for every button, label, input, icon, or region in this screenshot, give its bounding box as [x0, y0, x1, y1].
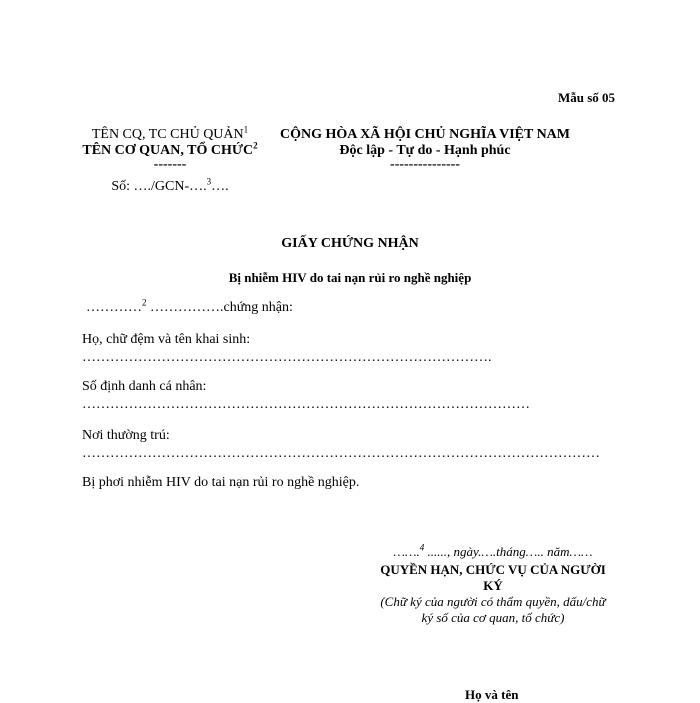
right-divider: --------------- [390, 157, 460, 172]
field-dots: …………………………………………………………………………………… [82, 397, 530, 412]
field-label: Số định danh cá nhân: [82, 379, 207, 394]
field-permanent-residence [82, 428, 600, 462]
intro-line: …………$^2$ …………….chứng nhận: [86, 297, 293, 315]
field-full-name [82, 332, 492, 366]
field-dots: ……………………………………………………………………………. [82, 350, 492, 365]
document-number: Số: …./GCN-….$^3$…. [111, 176, 229, 194]
form-number: Mẫu số 05 [558, 90, 616, 105]
header-left [70, 124, 270, 195]
signer-name: Họ và tên [465, 687, 519, 702]
country-name: CỘNG HÒA XÃ HỘI CHỦ NGHĨA VIỆT NAM [279, 127, 570, 142]
field-label: Nơi thường trú: [82, 428, 170, 443]
place-date: …….$^4$ ......, ngày.….tháng….. năm…… [393, 542, 593, 559]
document-subtitle: Bị nhiễm HIV do tai nạn rủi ro nghề nghiệp [228, 270, 472, 285]
signer-authority: QUYỀN HẠN, CHỨC VỤ CỦA NGƯỜI KÝ [380, 562, 606, 593]
document-title: GIẤY CHỨNG NHẬN [281, 236, 419, 251]
left-divider: ------- [153, 157, 187, 172]
motto: Độc lập - Tự do - Hạnh phúc [339, 143, 511, 158]
header-right [270, 127, 580, 171]
field-dots: ………………………………………………………………………………………………… [82, 446, 600, 461]
field-label: Họ, chữ đệm và tên khai sinh: [82, 332, 251, 347]
signature-block [358, 544, 628, 626]
field-personal-id [82, 379, 530, 413]
statement: Bị phơi nhiễm HIV do tai nạn rủi ro nghề nghiệp. [82, 475, 360, 490]
parent-agency-line: TÊN CQ, TC CHỦ QUẢN$^1$ [91, 124, 249, 142]
signature-note: (Chữ ký của người có thẩm quyền, dấu/chữ ký số của cơ quan, tổ chức) [380, 594, 606, 625]
agency-line: TÊN CƠ QUAN, TỔ CHỨC$^2$ [82, 140, 258, 158]
